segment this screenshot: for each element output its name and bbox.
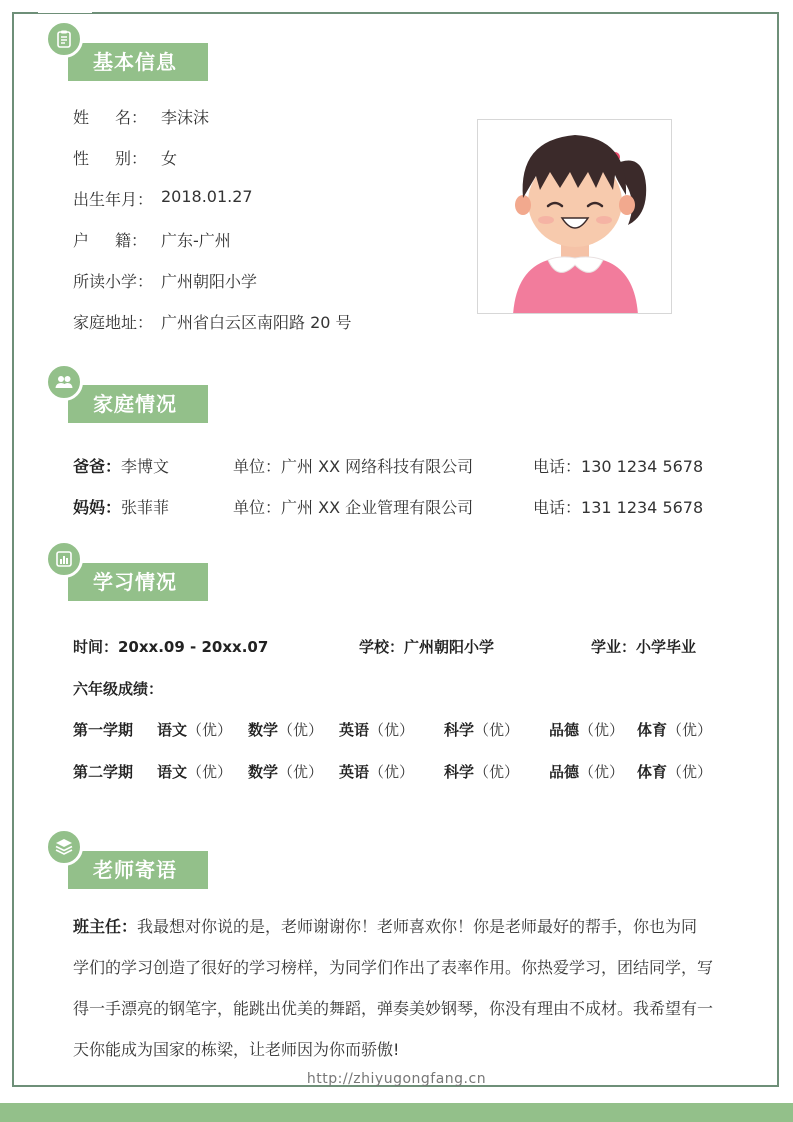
family-dad [73, 454, 169, 477]
grade-item: 科学（优） [444, 763, 520, 781]
profile-photo [477, 119, 672, 314]
label-address: 家庭地址： [73, 313, 154, 332]
family-mom-phone: 电话：131 1234 5678 [533, 498, 704, 517]
label-school: 所读小学： [73, 272, 154, 291]
teacher-label: 班主任： [73, 917, 138, 936]
footer-url: http://zhiyugongfang.cn [306, 1071, 487, 1087]
grade-item: 语文（优） [157, 721, 233, 739]
section-title-family: 家庭情况 [68, 385, 208, 423]
teacher-message [73, 906, 713, 1070]
section-title-teacher: 老师寄语 [68, 851, 208, 889]
dad-name: 李博文 [121, 457, 170, 476]
value-address: 广州省白云区南阳路 20 号 [161, 313, 352, 332]
value-school: 广州朝阳小学 [161, 272, 258, 291]
dad-role: 爸爸： [73, 457, 122, 476]
family-dad-unit: 单位：广州 XX 网络科技有限公司 [233, 457, 474, 476]
grade-item: 数学（优） [248, 763, 324, 781]
study-school: 学校：广州朝阳小学 [359, 638, 495, 656]
grade-item: 体育（优） [637, 763, 713, 781]
grade-item: 英语（优） [339, 763, 415, 781]
label-hukou: 户 籍： [73, 231, 147, 250]
grade-item: 语文（优） [157, 763, 233, 781]
value-name: 李沫沫 [161, 108, 210, 127]
value-gender: 女 [161, 149, 178, 168]
grades-title: 六年级成绩： [73, 680, 164, 698]
grade-item: 数学（优） [248, 721, 324, 739]
clipboard-icon [45, 20, 83, 58]
grade-item: 品德（优） [549, 721, 625, 739]
bottom-bar [0, 1103, 793, 1122]
family-mom [73, 495, 169, 518]
section-title-study: 学习情况 [68, 563, 208, 601]
grade-item: 体育（优） [637, 721, 713, 739]
term-label: 第二学期 [73, 763, 134, 781]
layers-icon [45, 828, 83, 866]
grade-item: 英语（优） [339, 721, 415, 739]
study-time: 时间：20xx.09 - 20xx.07 [73, 638, 269, 656]
label-gender: 性 别： [73, 149, 147, 168]
value-hukou: 广东-广州 [161, 231, 231, 250]
family-mom-unit: 单位：广州 XX 企业管理有限公司 [233, 498, 474, 517]
mom-role: 妈妈： [73, 498, 122, 517]
users-icon [45, 363, 83, 401]
grade-item: 科学（优） [444, 721, 520, 739]
mom-name: 张菲菲 [121, 498, 170, 517]
label-name: 姓 名： [73, 108, 147, 127]
label-birth: 出生年月： [73, 190, 154, 209]
teacher-text: 我最想对你说的是，老师谢谢你！老师喜欢你！你是老师最好的帮手，你也为同学们的学习创造了很好的学习榜样，为同学们作出了表率作用。你热爱学习，团结同学，写得一手漂亮的钢笔字，能跳出优美的舞蹈，弹奏美妙钢琴，你没有理由不成材。我希望有一天你能成为国家的栋梁，让老师因为你而骄傲! [73, 917, 714, 1059]
grade-item: 品德（优） [549, 763, 625, 781]
family-dad-phone: 电话：130 1234 5678 [533, 457, 704, 476]
term-label: 第一学期 [73, 721, 134, 739]
section-title-basic: 基本信息 [68, 43, 208, 81]
bar-chart-icon [45, 540, 83, 578]
study-degree: 学业：小学毕业 [591, 638, 697, 656]
value-birth: 2018.01.27 [161, 187, 253, 206]
